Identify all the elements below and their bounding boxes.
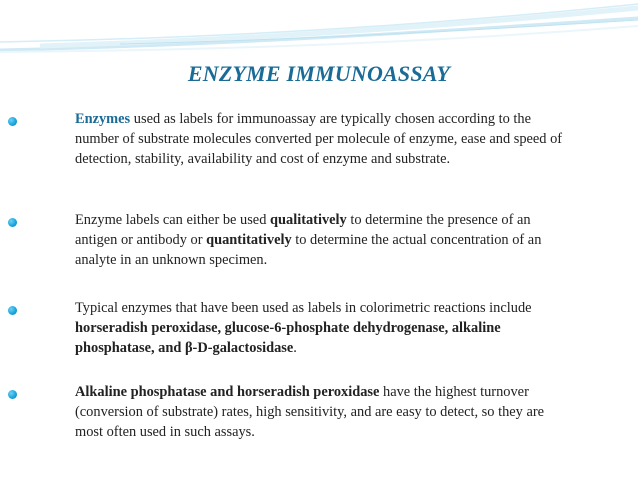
header-swoosh-decoration [0, 0, 638, 70]
bullet-text-segment: horseradish peroxidase, glucose-6-phosphate dehydrogenase, alkaline phosphatase, and β-D-galactosidase [75, 320, 501, 356]
bullet-dot-icon [8, 218, 17, 227]
bullet-text-segment: used as labels for immunoassay are typically chosen according to the number of substrate molecules converted per molecule of enzyme, ease and speed of detection, stability, availability and cost of enzyme and substrate. [75, 111, 563, 167]
bullet-text [75, 210, 575, 270]
bullet-dot-icon [8, 306, 17, 315]
bullet-text-segment: Enzyme labels can either be used [75, 212, 270, 228]
slide-title: ENZYME IMMUNOASSAY [187, 61, 451, 86]
bullet-text [75, 382, 575, 442]
bullet-text-segment: qualitatively [270, 212, 347, 228]
bullet-text-segment: quantitatively [206, 232, 292, 248]
bullet-text-segment: Enzymes [75, 111, 131, 127]
bullet-text-segment: have the highest turnover (conversion of substrate) rates, high sensitivity, and are easy to detect, so they are most often used in such assays. [75, 384, 545, 440]
bullet-text-segment: . [293, 340, 297, 356]
bullet-text [75, 109, 575, 169]
bullet-text [75, 298, 575, 358]
bullet-text-segment: to determine the actual concentration of an analyte in an unknown specimen. [75, 232, 542, 268]
bullet-dot-icon [8, 390, 17, 399]
bullet-text-segment: to determine the presence of an antigen or antibody or [75, 212, 531, 248]
bullet-text-segment: Alkaline phosphatase and horseradish peroxidase [75, 384, 380, 400]
bullet-dot-icon [8, 117, 17, 126]
bullet-text-segment: Typical enzymes that have been used as labels in colorimetric reactions include [75, 300, 532, 316]
